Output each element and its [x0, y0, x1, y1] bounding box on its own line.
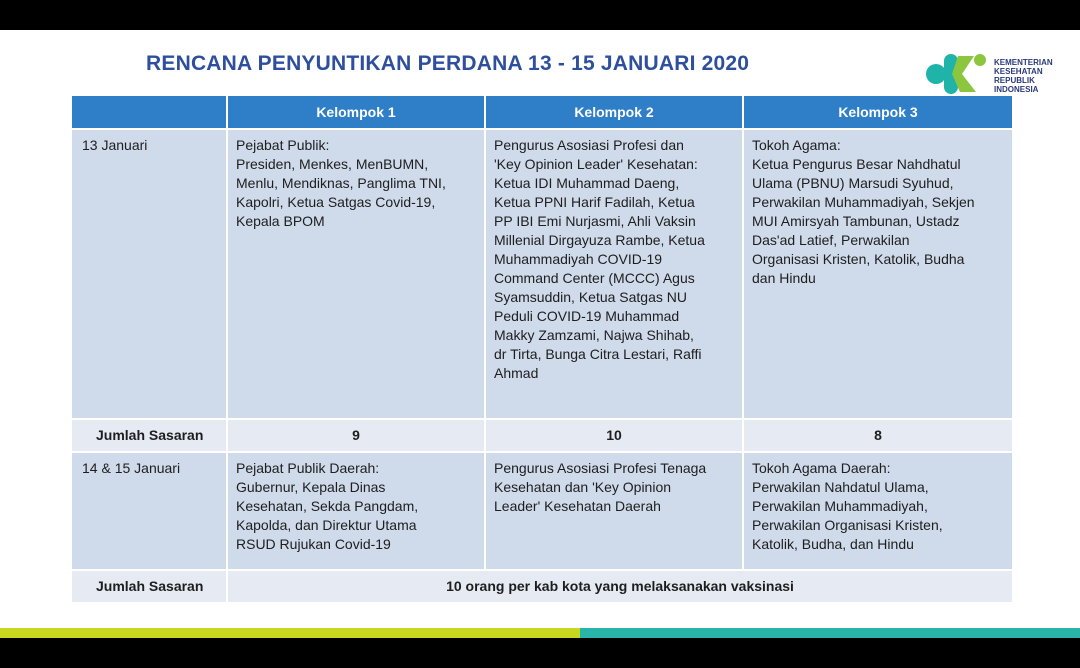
cell-line: Ahmad	[494, 365, 539, 381]
cell-line: Makky Zamzami, Najwa Shihab,	[494, 327, 694, 343]
cell-line: Ulama (PBNU) Marsudi Syuhud,	[752, 175, 954, 191]
date-cell: 13 Januari	[72, 128, 226, 418]
vaccination-plan-table	[70, 96, 1014, 602]
header-empty	[72, 96, 226, 128]
cell-line: Katolik, Budha, dan Hindu	[752, 536, 914, 552]
cell-line: PP IBI Emi Nurjasmi, Ahli Vaksin	[494, 213, 696, 229]
table-header-row	[72, 96, 1012, 128]
slide-title: RENCANA PENYUNTIKAN PERDANA 13 - 15 JANUARI 2020	[146, 52, 750, 75]
cell-line: RSUD Rujukan Covid-19	[236, 536, 391, 552]
cell-line: Organisasi Kristen, Katolik, Budha	[752, 251, 965, 267]
cell-line: Tokoh Agama Daerah:	[752, 460, 891, 476]
cell-line: Millenial Dirgayuza Rambe, Ketua	[494, 232, 705, 248]
cell-line: Syamsuddin, Ketua Satgas NU	[494, 289, 687, 305]
sum-merged-value: 10 orang per kab kota yang melaksanakan vaksinasi	[228, 569, 1012, 602]
sum-value: 9	[228, 418, 484, 451]
sum-row	[72, 569, 1012, 602]
cell-line: Peduli COVID-19 Muhammad	[494, 308, 680, 324]
cell-line: dr Tirta, Bunga Citra Lestari, Raffi	[494, 346, 702, 362]
cell-line: dan Hindu	[752, 270, 816, 286]
group-cell	[486, 128, 742, 418]
cell-line: Kepala BPOM	[236, 213, 325, 229]
table-row	[72, 451, 1012, 569]
cell-line: Kesehatan, Sekda Pangdam,	[236, 498, 419, 514]
cell-line: Perwakilan Nahdatul Ulama,	[752, 479, 929, 495]
logo-line: REPUBLIK	[994, 76, 1035, 85]
header-kelompok-3: Kelompok 3	[744, 96, 1012, 128]
cell-line: Perwakilan Muhammadiyah, Sekjen	[752, 194, 975, 210]
header-kelompok-1: Kelompok 1	[228, 96, 484, 128]
sum-row	[72, 418, 1012, 451]
cell-line: Kapolri, Ketua Satgas Covid-19,	[236, 194, 436, 210]
sum-label: Jumlah Sasaran	[72, 418, 226, 451]
cell-line: MUI Amirsyah Tambunan, Ustadz	[752, 213, 960, 229]
logo-line: KEMENTERIAN	[994, 58, 1053, 67]
cell-line: Ketua Pengurus Besar Nahdhatul	[752, 156, 961, 172]
cell-line: Perwakilan Organisasi Kristen,	[752, 517, 943, 533]
cell-line: Kesehatan dan 'Key Opinion	[494, 479, 672, 495]
cell-line: Menlu, Mendiknas, Panglima TNI,	[236, 175, 446, 191]
slide	[0, 30, 1080, 632]
table-row	[72, 128, 1012, 418]
sum-value: 8	[744, 418, 1012, 451]
cell-line: Command Center (MCCC) Agus	[494, 270, 695, 286]
cell-line: Muhammadiyah COVID-19	[494, 251, 663, 267]
kemenkes-logo-icon	[922, 48, 990, 100]
logo-line: INDONESIA	[994, 85, 1039, 94]
cell-line: Presiden, Menkes, MenBUMN,	[236, 156, 429, 172]
group-cell	[744, 128, 1012, 418]
logo-line: KESEHATAN	[994, 67, 1043, 76]
group-cell	[486, 451, 742, 569]
cell-line: Pejabat Publik Daerah:	[236, 460, 380, 476]
cell-line: Perwakilan Muhammadiyah,	[752, 498, 928, 514]
cell-line: Kapolda, dan Direktur Utama	[236, 517, 417, 533]
sum-value: 10	[486, 418, 742, 451]
cell-line: Das'ad Latief, Perwakilan	[752, 232, 910, 248]
cell-line: Leader' Kesehatan Daerah	[494, 498, 661, 514]
cell-line: Tokoh Agama:	[752, 137, 841, 153]
cell-line: Pejabat Publik:	[236, 137, 330, 153]
cell-line: Gubernur, Kepala Dinas	[236, 479, 386, 495]
cell-line: Ketua IDI Muhammad Daeng,	[494, 175, 680, 191]
group-cell	[228, 128, 484, 418]
group-cell	[228, 451, 484, 569]
cell-line: Ketua PPNI Harif Fadilah, Ketua	[494, 194, 695, 210]
logo-text	[994, 58, 1053, 94]
cell-line: 'Key Opinion Leader' Kesehatan:	[494, 156, 698, 172]
footer-bar-green	[0, 628, 580, 638]
footer-bar-teal	[580, 628, 1080, 638]
header-kelompok-2: Kelompok 2	[486, 96, 742, 128]
group-cell	[744, 451, 1012, 569]
date-cell: 14 & 15 Januari	[72, 451, 226, 569]
footer-bar	[0, 628, 1080, 638]
sum-label: Jumlah Sasaran	[72, 569, 226, 602]
cell-line: Pengurus Asosiasi Profesi Tenaga	[494, 460, 707, 476]
cell-line: Pengurus Asosiasi Profesi dan	[494, 137, 684, 153]
